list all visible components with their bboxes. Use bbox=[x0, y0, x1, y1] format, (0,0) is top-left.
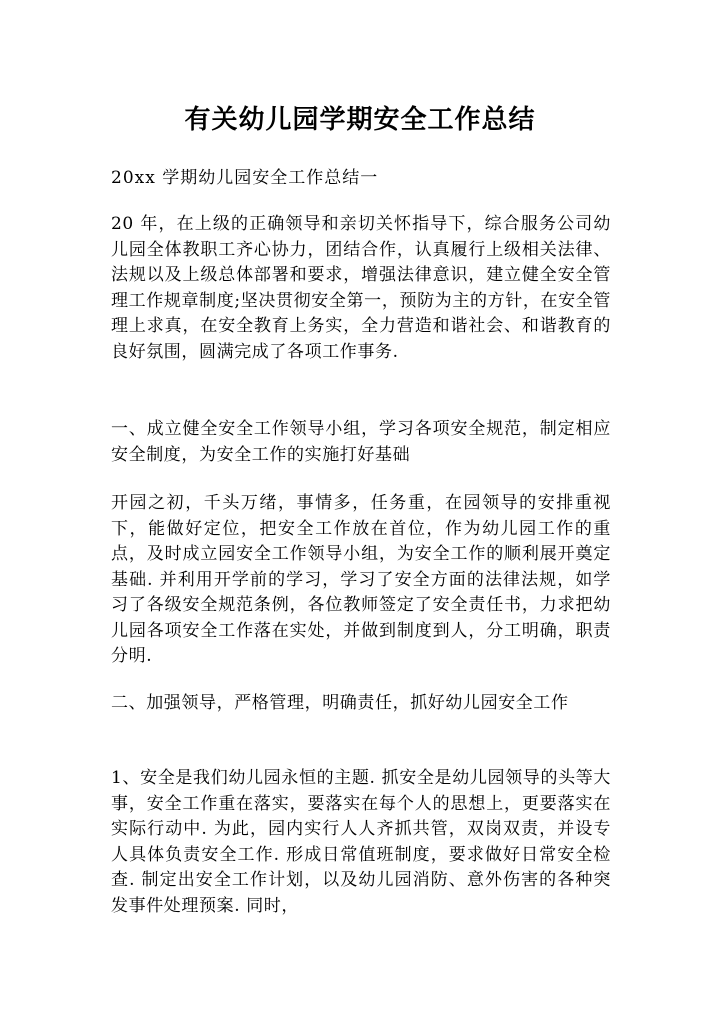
section-heading-2: 二、加强领导，严格管理，明确责任，抓好幼儿园安全工作 bbox=[111, 693, 569, 713]
section-heading-1: 一、成立健全安全工作领导小组，学习各项安全规范，制定相应安全制度，为安全工作的实施打好基础 bbox=[111, 419, 611, 465]
document-title: 有关幼儿园学期安全工作总结 bbox=[184, 105, 536, 135]
paragraph-section-1: 开园之初，千头万绪，事情多，任务重，在园领导的安排重视下，能做好定位，把安全工作放在首位，作为幼儿园工作的重点，及时成立园安全工作领导小组，为安全工作的顺利展开奠定基础. 并利用开学前的学习，学习了安全方面的法律法规，如学习了各级安全规范条例，各位教师签定了安全责任书，力求把幼儿园各项安全工作落在实处，并做到制度到人，分工明确，职责分明. bbox=[111, 493, 611, 666]
document-subtitle: 20xx 学期幼儿园安全工作总结一 bbox=[111, 168, 379, 188]
paragraph-section-2-item-1: 1、安全是我们幼儿园永恒的主题. 抓安全是幼儿园领导的头等大事，安全工作重在落实，要落实在每个人的思想上，更要落实在实际行动中. 为此，园内实行人人齐抓共管，双岗双责，并设专人具体负责安全工作. 形成日常值班制度，要求做好日常安全检查. 制定出安全工作计划，以及幼儿园消防、意外伤害的各种突发事件处理预案. 同时， bbox=[111, 768, 611, 916]
paragraph-intro: 20 年，在上级的正确领导和亲切关怀指导下，综合服务公司幼儿园全体教职工齐心协力，团结合作，认真履行上级相关法律、法规以及上级总体部署和要求，增强法律意识，建立健全安全管理工作规章制度;坚决贯彻安全第一，预防为主的方针，在安全管理上求真，在安全教育上务实，全力营造和谐社会、和谐教育的良好氛围，圆满完成了各项工作事务. bbox=[111, 214, 611, 362]
